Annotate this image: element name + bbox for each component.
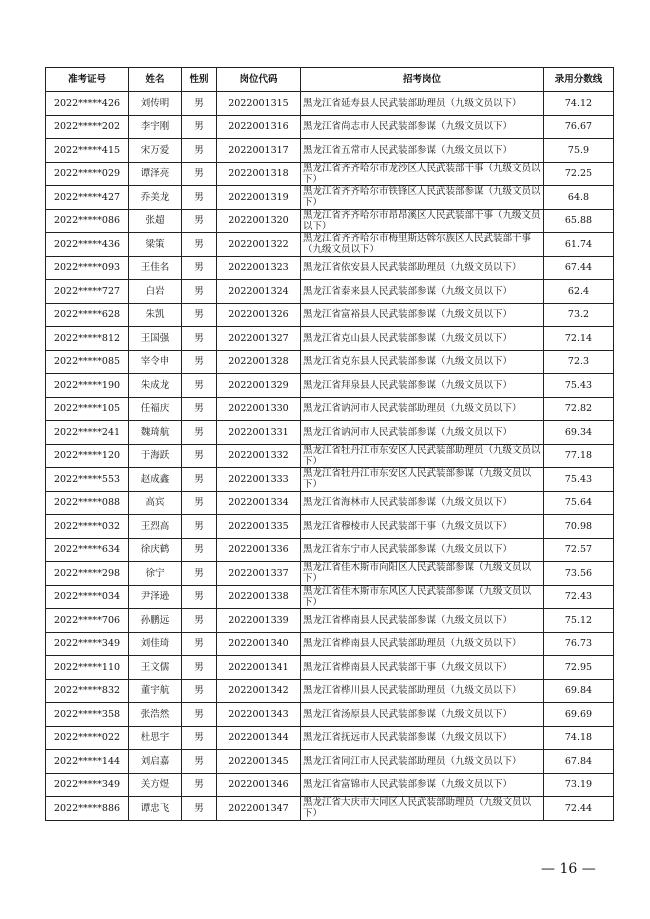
gender-cell: 男 (182, 703, 217, 727)
post-cell: 黑龙江省桦南县人民武装部参谋（九级文员以下） (301, 609, 544, 633)
name-cell: 魏琦航 (129, 421, 182, 445)
post-code-cell: 2022001339 (217, 609, 301, 633)
exam-id-cell: 2022*****105 (46, 397, 129, 421)
exam-id-cell: 2022*****086 (46, 209, 129, 233)
header-gender: 性别 (182, 68, 217, 92)
exam-id-cell: 2022*****144 (46, 750, 129, 774)
table-row (46, 162, 614, 186)
table-row (46, 797, 614, 821)
table-row (46, 515, 614, 539)
post-cell: 黑龙江省齐齐哈尔市梅里斯达斡尔族区人民武装部干事（九级文员以下） (301, 233, 544, 257)
name-cell: 谭泽亮 (129, 162, 182, 186)
table-row (46, 233, 614, 257)
name-cell: 谭忠飞 (129, 797, 182, 821)
name-cell: 王烈高 (129, 515, 182, 539)
gender-cell: 男 (182, 562, 217, 586)
exam-id-cell: 2022*****628 (46, 303, 129, 327)
post-code-cell: 2022001326 (217, 303, 301, 327)
exam-id-cell: 2022*****349 (46, 773, 129, 797)
post-code-cell: 2022001342 (217, 679, 301, 703)
table-row (46, 585, 614, 609)
exam-id-cell: 2022*****349 (46, 632, 129, 656)
post-code-cell: 2022001337 (217, 562, 301, 586)
table-row (46, 656, 614, 680)
name-cell: 赵成鑫 (129, 468, 182, 492)
gender-cell: 男 (182, 280, 217, 304)
name-cell: 王佳名 (129, 256, 182, 280)
post-cell: 黑龙江省大庆市大同区人民武装部助理员（九级文员以下） (301, 797, 544, 821)
header-post-code: 岗位代码 (217, 68, 301, 92)
name-cell: 于海跃 (129, 444, 182, 468)
score-cell: 77.18 (544, 444, 614, 468)
post-code-cell: 2022001318 (217, 162, 301, 186)
score-cell: 69.69 (544, 703, 614, 727)
score-cell: 69.34 (544, 421, 614, 445)
exam-id-cell: 2022*****426 (46, 92, 129, 116)
score-cell: 72.95 (544, 656, 614, 680)
post-cell: 黑龙江省佳木斯市东风区人民武装部参谋（九级文员以下） (301, 585, 544, 609)
table-row (46, 186, 614, 210)
gender-cell: 男 (182, 92, 217, 116)
name-cell: 刘传明 (129, 92, 182, 116)
post-cell: 黑龙江省尚志市人民武装部参谋（九级文员以下） (301, 115, 544, 139)
name-cell: 张超 (129, 209, 182, 233)
post-code-cell: 2022001330 (217, 397, 301, 421)
post-code-cell: 2022001347 (217, 797, 301, 821)
post-cell: 黑龙江省富锦市人民武装部参谋（九级文员以下） (301, 773, 544, 797)
score-cell: 72.14 (544, 327, 614, 351)
score-cell: 67.84 (544, 750, 614, 774)
post-cell: 黑龙江省牡丹江市东安区人民武装部参谋（九级文员以下） (301, 468, 544, 492)
post-cell: 黑龙江省穆棱市人民武装部干事（九级文员以下） (301, 515, 544, 539)
table-row (46, 139, 614, 163)
post-code-cell: 2022001331 (217, 421, 301, 445)
post-cell: 黑龙江省齐齐哈尔市龙沙区人民武装部干事（九级文员以下） (301, 162, 544, 186)
post-code-cell: 2022001346 (217, 773, 301, 797)
page-number: — 16 — (541, 861, 596, 877)
post-cell: 黑龙江省同江市人民武装部助理员（九级文员以下） (301, 750, 544, 774)
table-row (46, 679, 614, 703)
score-cell: 72.43 (544, 585, 614, 609)
score-cell: 72.82 (544, 397, 614, 421)
table-header-row (46, 68, 614, 92)
table-row (46, 303, 614, 327)
table-row (46, 209, 614, 233)
table-row (46, 350, 614, 374)
table-row (46, 92, 614, 116)
name-cell: 高宾 (129, 491, 182, 515)
name-cell: 杜思宇 (129, 726, 182, 750)
post-code-cell: 2022001340 (217, 632, 301, 656)
table-row (46, 750, 614, 774)
gender-cell: 男 (182, 115, 217, 139)
gender-cell: 男 (182, 444, 217, 468)
score-cell: 73.2 (544, 303, 614, 327)
post-cell: 黑龙江省泰来县人民武装部参谋（九级文员以下） (301, 280, 544, 304)
post-cell: 黑龙江省拜泉县人民武装部参谋（九级文员以下） (301, 374, 544, 398)
exam-id-cell: 2022*****029 (46, 162, 129, 186)
post-code-cell: 2022001329 (217, 374, 301, 398)
table-row (46, 632, 614, 656)
post-cell: 黑龙江省讷河市人民武装部参谋（九级文员以下） (301, 421, 544, 445)
table-row (46, 280, 614, 304)
gender-cell: 男 (182, 468, 217, 492)
gender-cell: 男 (182, 374, 217, 398)
name-cell: 宰令申 (129, 350, 182, 374)
post-cell: 黑龙江省汤原县人民武装部参谋（九级文员以下） (301, 703, 544, 727)
score-cell: 74.12 (544, 92, 614, 116)
table-row (46, 397, 614, 421)
post-code-cell: 2022001336 (217, 538, 301, 562)
post-cell: 黑龙江省齐齐哈尔市铁锋区人民武装部参谋（九级文员以下） (301, 186, 544, 210)
table-row (46, 444, 614, 468)
name-cell: 白岩 (129, 280, 182, 304)
post-cell: 黑龙江省桦川县人民武装部助理员（九级文员以下） (301, 679, 544, 703)
table-row (46, 468, 614, 492)
gender-cell: 男 (182, 256, 217, 280)
exam-id-cell: 2022*****358 (46, 703, 129, 727)
name-cell: 任福庆 (129, 397, 182, 421)
name-cell: 徐庆鹤 (129, 538, 182, 562)
post-cell: 黑龙江省齐齐哈尔市昂昂溪区人民武装部干事（九级文员以下） (301, 209, 544, 233)
post-cell: 黑龙江省牡丹江市东安区人民武装部助理员（九级文员以下） (301, 444, 544, 468)
header-score-line: 录用分数线 (544, 68, 614, 92)
table-row (46, 773, 614, 797)
post-code-cell: 2022001332 (217, 444, 301, 468)
gender-cell: 男 (182, 139, 217, 163)
gender-cell: 男 (182, 750, 217, 774)
post-code-cell: 2022001320 (217, 209, 301, 233)
post-cell: 黑龙江省海林市人民武装部参谋（九级文员以下） (301, 491, 544, 515)
gender-cell: 男 (182, 609, 217, 633)
score-cell: 72.44 (544, 797, 614, 821)
gender-cell: 男 (182, 773, 217, 797)
exam-id-cell: 2022*****190 (46, 374, 129, 398)
exam-id-cell: 2022*****032 (46, 515, 129, 539)
exam-id-cell: 2022*****110 (46, 656, 129, 680)
exam-id-cell: 2022*****427 (46, 186, 129, 210)
gender-cell: 男 (182, 585, 217, 609)
post-code-cell: 2022001316 (217, 115, 301, 139)
exam-id-cell: 2022*****727 (46, 280, 129, 304)
table-row (46, 421, 614, 445)
name-cell: 王国强 (129, 327, 182, 351)
name-cell: 王文儒 (129, 656, 182, 680)
gender-cell: 男 (182, 397, 217, 421)
post-code-cell: 2022001323 (217, 256, 301, 280)
post-cell: 黑龙江省克山县人民武装部参谋（九级文员以下） (301, 327, 544, 351)
post-cell: 黑龙江省讷河市人民武装部助理员（九级文员以下） (301, 397, 544, 421)
gender-cell: 男 (182, 186, 217, 210)
gender-cell: 男 (182, 162, 217, 186)
exam-id-cell: 2022*****415 (46, 139, 129, 163)
score-cell: 72.57 (544, 538, 614, 562)
post-code-cell: 2022001315 (217, 92, 301, 116)
exam-id-cell: 2022*****093 (46, 256, 129, 280)
post-code-cell: 2022001345 (217, 750, 301, 774)
gender-cell: 男 (182, 491, 217, 515)
gender-cell: 男 (182, 350, 217, 374)
exam-id-cell: 2022*****553 (46, 468, 129, 492)
post-code-cell: 2022001324 (217, 280, 301, 304)
table-row (46, 327, 614, 351)
post-code-cell: 2022001344 (217, 726, 301, 750)
table-row (46, 609, 614, 633)
gender-cell: 男 (182, 656, 217, 680)
post-code-cell: 2022001322 (217, 233, 301, 257)
table-row (46, 703, 614, 727)
exam-id-cell: 2022*****034 (46, 585, 129, 609)
post-code-cell: 2022001328 (217, 350, 301, 374)
gender-cell: 男 (182, 797, 217, 821)
header-post: 招考岗位 (301, 68, 544, 92)
gender-cell: 男 (182, 421, 217, 445)
name-cell: 梁策 (129, 233, 182, 257)
post-code-cell: 2022001335 (217, 515, 301, 539)
gender-cell: 男 (182, 726, 217, 750)
name-cell: 刘启嘉 (129, 750, 182, 774)
exam-id-cell: 2022*****085 (46, 350, 129, 374)
gender-cell: 男 (182, 632, 217, 656)
score-cell: 73.19 (544, 773, 614, 797)
exam-id-cell: 2022*****241 (46, 421, 129, 445)
post-cell: 黑龙江省佳木斯市向阳区人民武装部参谋（九级文员以下） (301, 562, 544, 586)
exam-id-cell: 2022*****832 (46, 679, 129, 703)
table-row (46, 256, 614, 280)
exam-id-cell: 2022*****812 (46, 327, 129, 351)
exam-id-cell: 2022*****202 (46, 115, 129, 139)
score-cell: 61.74 (544, 233, 614, 257)
results-table (45, 67, 614, 821)
header-exam-id: 准考证号 (46, 68, 129, 92)
score-cell: 75.9 (544, 139, 614, 163)
name-cell: 董宇航 (129, 679, 182, 703)
name-cell: 宋万爱 (129, 139, 182, 163)
name-cell: 李宇刚 (129, 115, 182, 139)
post-cell: 黑龙江省延寿县人民武装部助理员（九级文员以下） (301, 92, 544, 116)
name-cell: 乔美龙 (129, 186, 182, 210)
score-cell: 74.18 (544, 726, 614, 750)
post-cell: 黑龙江省桦南县人民武装部干事（九级文员以下） (301, 656, 544, 680)
header-name: 姓名 (129, 68, 182, 92)
name-cell: 徐宁 (129, 562, 182, 586)
post-cell: 黑龙江省五常市人民武装部参谋（九级文员以下） (301, 139, 544, 163)
exam-id-cell: 2022*****706 (46, 609, 129, 633)
post-code-cell: 2022001333 (217, 468, 301, 492)
table-row (46, 726, 614, 750)
post-cell: 黑龙江省桦南县人民武装部助理员（九级文员以下） (301, 632, 544, 656)
post-cell: 黑龙江省富裕县人民武装部参谋（九级文员以下） (301, 303, 544, 327)
score-cell: 76.67 (544, 115, 614, 139)
table-row (46, 562, 614, 586)
score-cell: 65.88 (544, 209, 614, 233)
gender-cell: 男 (182, 303, 217, 327)
exam-id-cell: 2022*****634 (46, 538, 129, 562)
exam-id-cell: 2022*****022 (46, 726, 129, 750)
post-code-cell: 2022001327 (217, 327, 301, 351)
exam-id-cell: 2022*****436 (46, 233, 129, 257)
score-cell: 75.43 (544, 374, 614, 398)
post-code-cell: 2022001319 (217, 186, 301, 210)
name-cell: 关方煜 (129, 773, 182, 797)
score-cell: 76.73 (544, 632, 614, 656)
post-code-cell: 2022001338 (217, 585, 301, 609)
name-cell: 尹泽逊 (129, 585, 182, 609)
score-cell: 62.4 (544, 280, 614, 304)
post-code-cell: 2022001341 (217, 656, 301, 680)
gender-cell: 男 (182, 209, 217, 233)
post-cell: 黑龙江省东宁市人民武装部参谋（九级文员以下） (301, 538, 544, 562)
score-cell: 67.44 (544, 256, 614, 280)
table-row (46, 491, 614, 515)
score-cell: 72.3 (544, 350, 614, 374)
post-cell: 黑龙江省克东县人民武装部参谋（九级文员以下） (301, 350, 544, 374)
exam-id-cell: 2022*****088 (46, 491, 129, 515)
gender-cell: 男 (182, 233, 217, 257)
gender-cell: 男 (182, 679, 217, 703)
gender-cell: 男 (182, 515, 217, 539)
score-cell: 73.56 (544, 562, 614, 586)
score-cell: 75.12 (544, 609, 614, 633)
post-code-cell: 2022001343 (217, 703, 301, 727)
score-cell: 64.8 (544, 186, 614, 210)
post-cell: 黑龙江省抚远市人民武装部参谋（九级文员以下） (301, 726, 544, 750)
name-cell: 朱凯 (129, 303, 182, 327)
exam-id-cell: 2022*****886 (46, 797, 129, 821)
score-cell: 70.98 (544, 515, 614, 539)
exam-id-cell: 2022*****120 (46, 444, 129, 468)
score-cell: 72.25 (544, 162, 614, 186)
table-row (46, 115, 614, 139)
gender-cell: 男 (182, 327, 217, 351)
post-code-cell: 2022001317 (217, 139, 301, 163)
name-cell: 孙鹏远 (129, 609, 182, 633)
name-cell: 张浩然 (129, 703, 182, 727)
name-cell: 刘佳琦 (129, 632, 182, 656)
score-cell: 75.64 (544, 491, 614, 515)
table-row (46, 374, 614, 398)
post-code-cell: 2022001334 (217, 491, 301, 515)
exam-id-cell: 2022*****298 (46, 562, 129, 586)
post-cell: 黑龙江省依安县人民武装部助理员（九级文员以下） (301, 256, 544, 280)
table-row (46, 538, 614, 562)
name-cell: 朱成龙 (129, 374, 182, 398)
gender-cell: 男 (182, 538, 217, 562)
score-cell: 75.43 (544, 468, 614, 492)
score-cell: 69.84 (544, 679, 614, 703)
